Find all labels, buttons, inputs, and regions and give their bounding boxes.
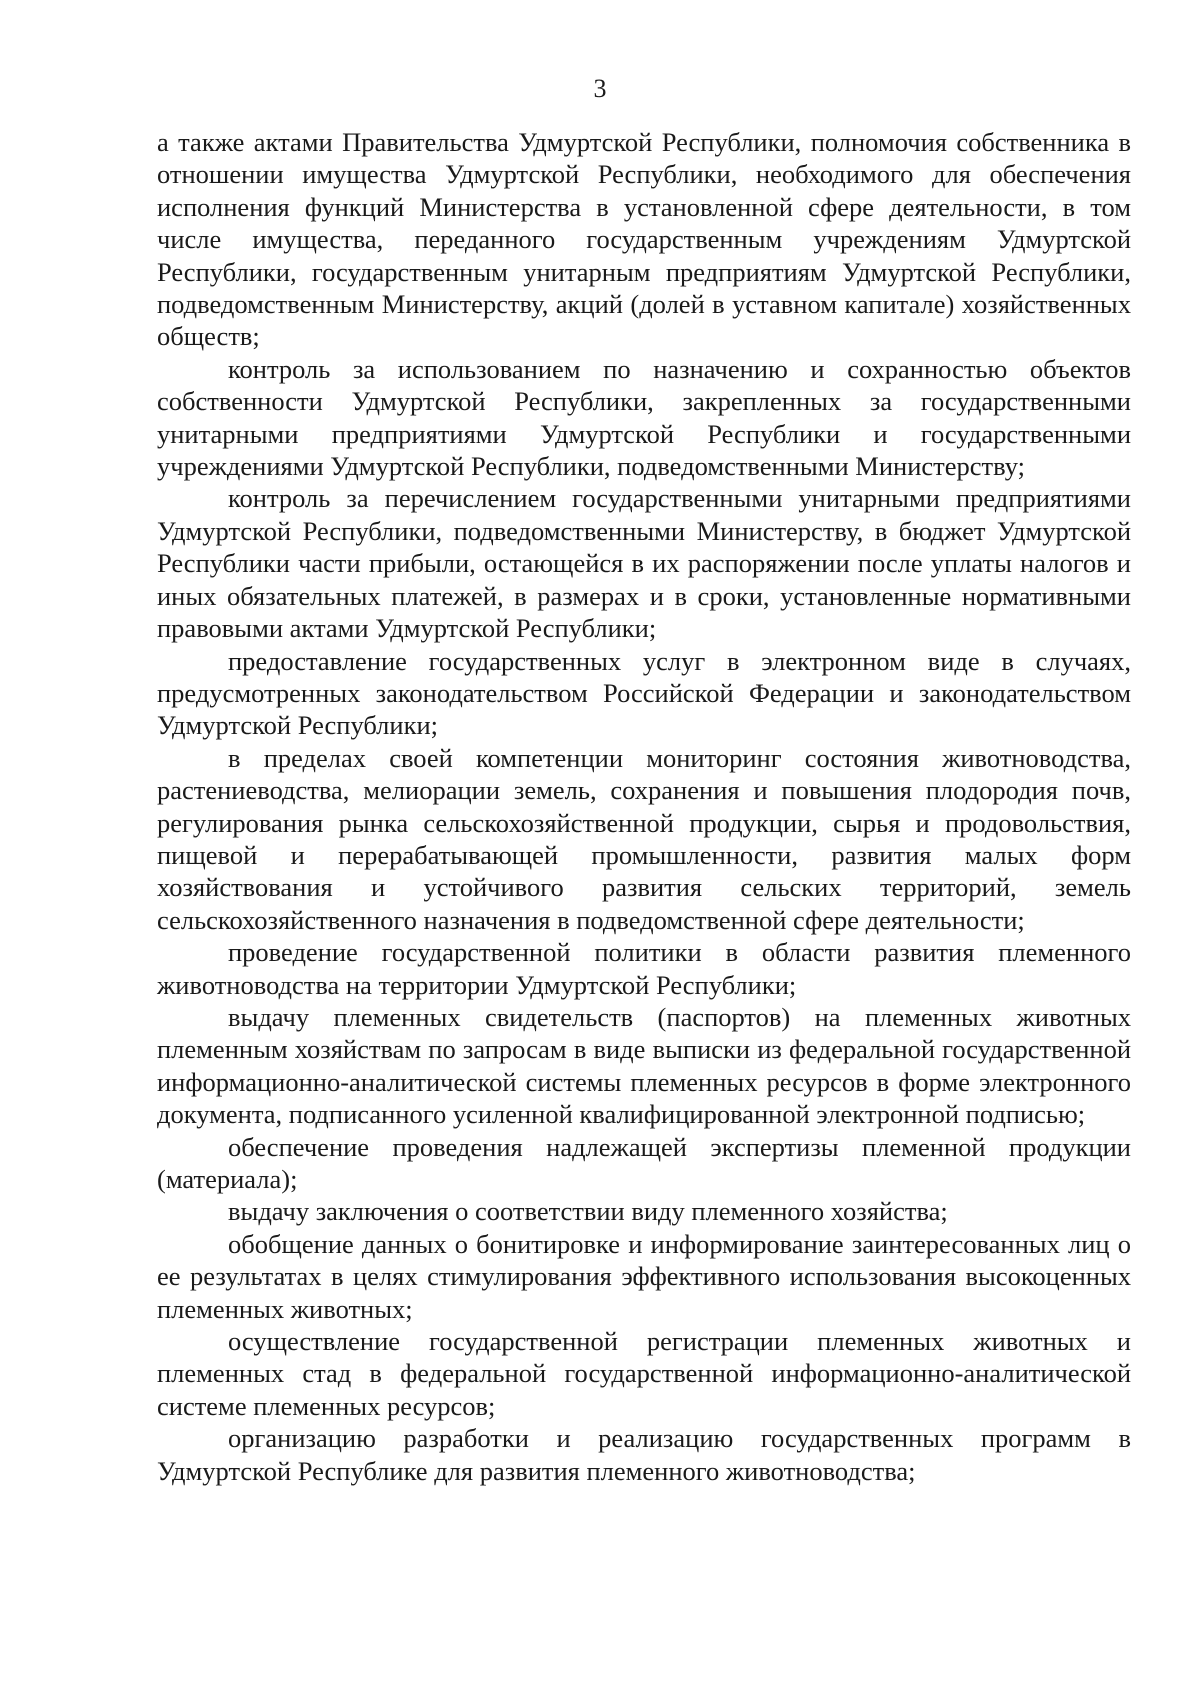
page-number: 3 [593, 74, 607, 103]
paragraph: предоставление государственных услуг в электронном виде в случаях, предусмотренных законодательством Российской Федерации и законодательством Удмуртской Республики; [157, 645, 1131, 741]
paragraph: контроль за использованием по назначению и сохранностью объектов собственности Удмуртской Республики, закрепленных за государственными унитарными предприятиями Удмуртской Республики и государственными учреждениями Удмуртской Республики, подведомственными Министерству; [157, 353, 1131, 482]
paragraph: выдачу заключения о соответствии виду племенного хозяйства; [228, 1196, 948, 1227]
paragraph: обеспечение проведения надлежащей экспертизы племенной продукции (материала); [157, 1131, 1131, 1194]
document-body [157, 126, 1131, 1487]
paragraph: обобщение данных о бонитировке и информирование заинтересованных лиц о ее результатах в целях стимулирования эффективного использования высокоценных племенных животных; [157, 1228, 1131, 1324]
paragraph: осуществление государственной регистрации племенных животных и племенных стад в федеральной государственной информационно-аналитической системе племенных ресурсов; [157, 1326, 1131, 1421]
paragraph: проведение государственной политики в области развития племенного животноводства на территории Удмуртской Республики; [157, 937, 1131, 1000]
paragraph: выдачу племенных свидетельств (паспортов) на племенных животных племенным хозяйствам по запросам в виде выписки из федеральной государственной информационно-аналитической системы племенных ресурсов в форме электронного документа, подписанного усиленной квалифицированной электронной подписью; [157, 1001, 1131, 1130]
paragraph: организацию разработки и реализацию государственных программ в Удмуртской Республике для развития племенного животноводства; [157, 1423, 1131, 1486]
paragraph: контроль за перечислением государственными унитарными предприятиями Удмуртской Республики, подведомственными Министерству, в бюджет Удмуртской Республики части прибыли, остающейся в их распоряжении после уплаты налогов и иных обязательных платежей, в размерах и в сроки, установленные нормативными правовыми актами Удмуртской Республики; [157, 483, 1131, 644]
paragraph-continuation: а также актами Правительства Удмуртской Республики, полномочия собственника в отношении имущества Удмуртской Республики, необходимого для обеспечения исполнения функций Министерства в установленной сфере деятельности, в том числе имущества, переданного государственным учреждениям Удмуртской Республики, государственным унитарным предприятиям Удмуртской Республики, подведомственным Министерству, акций (долей в уставном капитале) хозяйственных обществ; [157, 127, 1131, 352]
paragraph: в пределах своей компетенции мониторинг состояния животноводства, растениеводства, мелиорации земель, сохранения и повышения плодородия почв, регулирования рынка сельскохозяйственной продукции, сырья и продовольствия, пищевой и перерабатывающей промышленности, развития малых форм хозяйствования и устойчивого развития сельских территорий, земель сельскохозяйственного назначения в подведомственной сфере деятельности; [157, 742, 1131, 935]
